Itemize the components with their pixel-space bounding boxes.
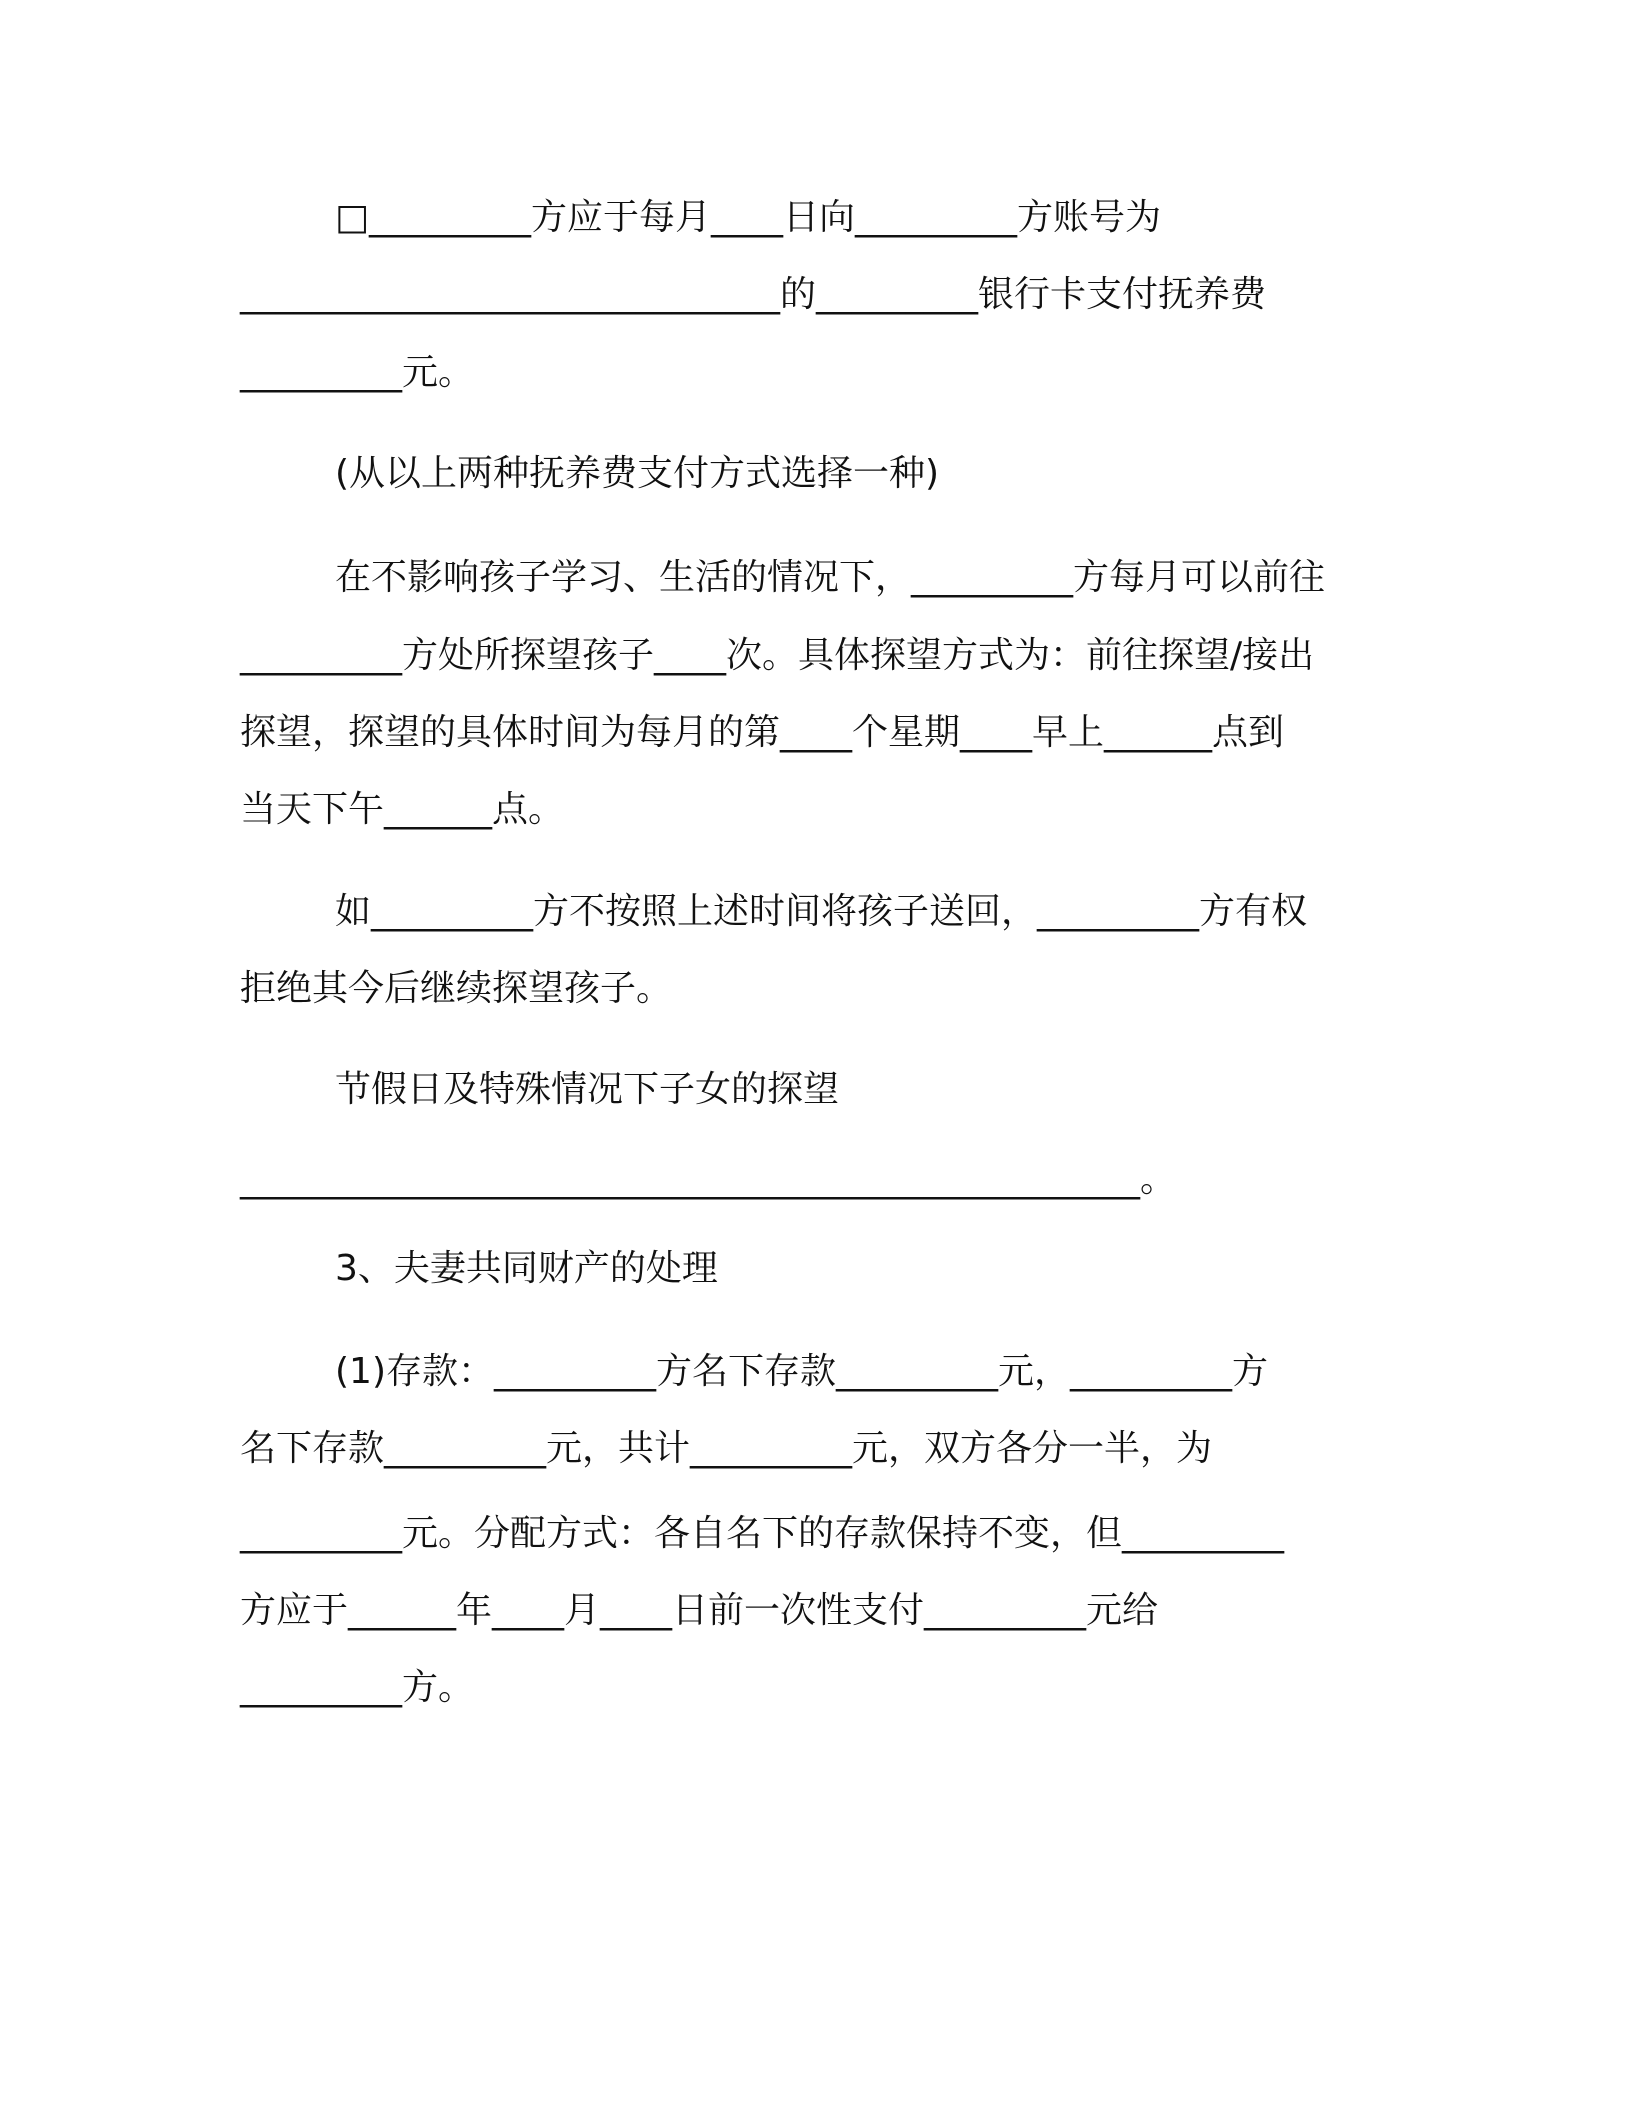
- text-line-14: (1)存款：_________方名下存款_________元，_________方: [335, 1351, 1268, 1392]
- text-line-17: 方应于______年____月____日前一次性支付_________元给: [240, 1590, 1159, 1631]
- text-line-3: _________元。: [240, 352, 475, 393]
- text-line-5: 在不影响孩子学习、生活的情况下，_________方每月可以前往: [335, 557, 1326, 598]
- text-line-11: 节假日及特殊情况下子女的探望: [335, 1069, 840, 1110]
- section-heading: 3、夫妻共同财产的处理: [335, 1248, 718, 1289]
- text-line-10: 拒绝其今后继续探望孩子。: [240, 968, 673, 1009]
- text-line-2: ______________________________的_________银行卡支付抚养费: [240, 274, 1267, 315]
- text-line-16: _________元。分配方式：各自名下的存款保持不变，但_________: [240, 1513, 1285, 1554]
- text-line-1: □_________方应于每月____日向_________方账号为: [335, 197, 1162, 238]
- text-line-4: (从以上两种抚养费支付方式选择一种): [335, 453, 940, 494]
- text-line-15: 名下存款_________元，共计_________元，双方各分一半，为: [240, 1428, 1213, 1469]
- text-line-9: 如_________方不按照上述时间将孩子送回，_________方有权: [335, 891, 1308, 932]
- text-line-7: 探望，探望的具体时间为每月的第____个星期____早上______点到: [240, 712, 1285, 753]
- text-line-12: __________________________________________________。: [240, 1159, 1176, 1200]
- text-line-18: _________方。: [240, 1667, 475, 1708]
- text-line-6: _________方处所探望孩子____次。具体探望方式为：前往探望/接出: [240, 635, 1315, 676]
- text-line-8: 当天下午______点。: [240, 789, 565, 830]
